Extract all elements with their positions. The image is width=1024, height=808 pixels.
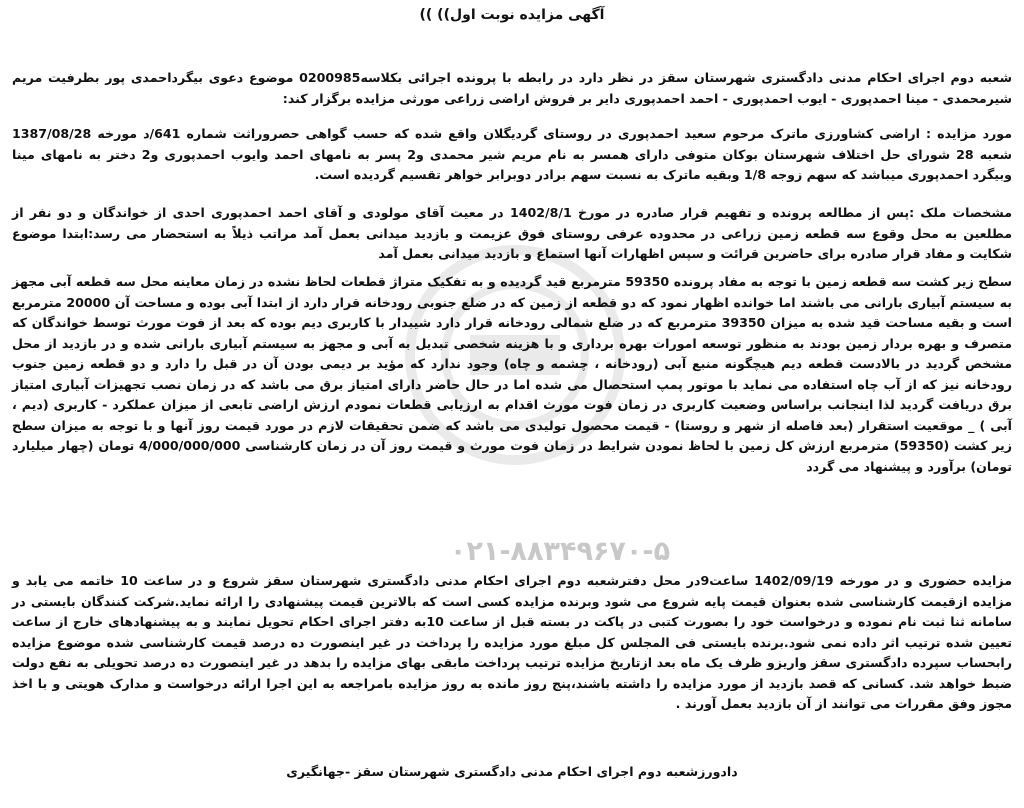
- property-specs-paragraph: مشخصات ملک :پس از مطالعه پرونده و تفهیم قرار صادره در مورخ 1402/8/1 در معیت آقای مولودی و آقای احمد احمدپوری احدی از خواندگان و دو نفر از مطلعین به محل وقوع سه قطعه زمین زراعی در محدوده عرفی روستای فوق عزیمت و بازدید میدانی بعمل آمد مراتب ذیلاً به استحضار می رسد:ابتدا موضوع شکایت و مفاد قرار صادره برای حاضرین قرائت و سپس اظهارات آنها استماع و بازدید میدانی بعمل آمد: [12, 205, 1012, 261]
- cultivated-area-paragraph: سطح زیر کشت سه قطعه زمین با توجه به مفاد پرونده 59350 مترمربع قید گردیده و به تفکیک متراژ قطعات لحاظ نشده در زمان معاینه محل سه قطعه آبی مجهز به سیستم آبیاری بارانی می باشند اما خوانده اظهار نمود که دو قطعه از زمین که در ضلع جنوبی رودخانه قرار دارد از ابتدا آبی بوده و مساحت آن 20000 مترمربع است و بقیه مساحت قید شده به میزان 39350 مترمربع که در ضلع شمالی رودخانه قرار دارد شیبدار با کاربری دیم بوده که بعد از فوت مورث توسط خواندگان که متصرف و بهره بردار زمین بودند به منظور توسعه امورات بهره برداری و با هزینه شخصی تبدیل به آبی و مجهز به سیستم آبیاری بارانی شده و در بازدید از محل مشخص گردید در بالادست قطعه دیم هیچگونه منبع آبی (رودخانه ، چشمه و چاه) وجود ندارد که مؤید بر دیمی بودن آن در قبل را دارد و دو قطعه زمین جنوب رودخانه نیز که از آب چاه استفاده می نماید با موتور پمپ استحصال می شده اما در حال حاضر دارای امتیاز برق می باشد که در زمان نصب تجهیزات آبیاری امتیاز برق دریافت گردید لذا اینجانب براساس وضعیت کاربری در زمان فوت مورث اقدام به ارزیابی قطعات نمودم ارزش اراضی تابعی از میزان عملکرد - کاربری (دیم ، آبی ) _ موقعیت استقرار (بعد فاصله از شهر و روستا) - قیمت محصول تولیدی می باشد که ضمن تحقیقات لازم در مورد قیمت روز آنها و با توجه به میزان سطح زیر کشت (59350) مترمربع ارزش کل زمین با لحاظ نمودن شرایط در زمان فوت مورث و قیمت روز آن در زمان کارشناسی 4/000/000/000 تومان (چهار میلیارد تومان) برآورد و پیشنهاد می گردد: [12, 274, 1013, 474]
- notice-title: آگهی مزایده نوبت اول)) )): [419, 7, 605, 23]
- auction-details-paragraph: مزایده حضوری و در مورخه 1402/09/19 ساعت9در محل دفترشعبه دوم اجرای احکام مدنی دادگستری شهرستان سقز شروع و در ساعت 10 خاتمه می یابد و مزایده ازقیمت کارشناسی شده بعنوان قیمت پایه شروع می شود وبرنده مزایده کسی است که بالاترین قیمت پیشنهادی را ارائه نماید.شرکت کنندگان بایستی در سامانه ثنا ثبت نام نموده و درخواست خود را بصورت کتبی در پاکت در بسته قبل از ساعت 10به دفتر اجرای احکام تحویل نمایند و به پیشنهادهای خارج از ساعت تعیین شده ترتیب اثر داده نمی شود.برنده بایستی فی المجلس کل مبلغ مورد مزایده را پرداخت در غیر اینصورت ده درصد قیمت کارشناسی شده موضوع مزایده رابحساب سپرده دادگستری سقز واریزو ظرف یک ماه بعد ازتاریخ مزایده ترتیب پرداخت مابقی بهای مزایده را بدهد در غیر اینصورت ده درصد تحویلی به نفع دولت ضبط خواهد شد. کسانی که قصد بازدید از مورد مزایده را داشته باشند،پنج روز مانده به روز مزایده بامراجعه به این اجرا ارائه درخواست و مدارک هویتی و با اخذ مجوز وفق مقررات می توانند از آن بازدید بعمل آورند .: [12, 573, 1013, 711]
- auction-subject-paragraph: مورد مزایده : اراضی کشاورزی ماترک مرحوم سعید احمدپوری در روستای گردیگلان واقع شده که حسب گواهی حصروراثت شماره 641/د مورخه 1387/08/28 شعبه 28 شورای حل اختلاف شهرستان بوکان متوفی دارای همسر به نام مریم شیر محمدی و2 پسر به نامهای احمد وایوب احمدپوری و2 دختر به نامهای مینا وبیگرد احمدپوری میباشد که سهم زوجه 1/8 وبقیه ماترک به نسبت سهم برادر دوبرابر خواهر تقسیم گردیده است.: [12, 126, 1013, 182]
- signature-line: دادورزشعبه دوم اجرای احکام مدنی دادگستری شهرستان سقز -جهانگیری: [286, 764, 738, 779]
- intro-paragraph: شعبه دوم اجرای احکام مدنی دادگستری شهرستان سقز در نظر دارد در رابطه با پرونده اجرائی بکلاسه0200985 موضوع دعوی بیگرداحمدی پور بطرفیت مریم شیرمحمدی - مینا احمدپوری - ایوب احمدپوری - احمد احمدپوری دایر بر فروش اراضی زراعی مورثی مزایده برگزار کند:: [12, 70, 1012, 106]
- phone-number-watermark: ۰۲۱-۸۸۳۴۹۶۷۰-۵: [449, 536, 671, 567]
